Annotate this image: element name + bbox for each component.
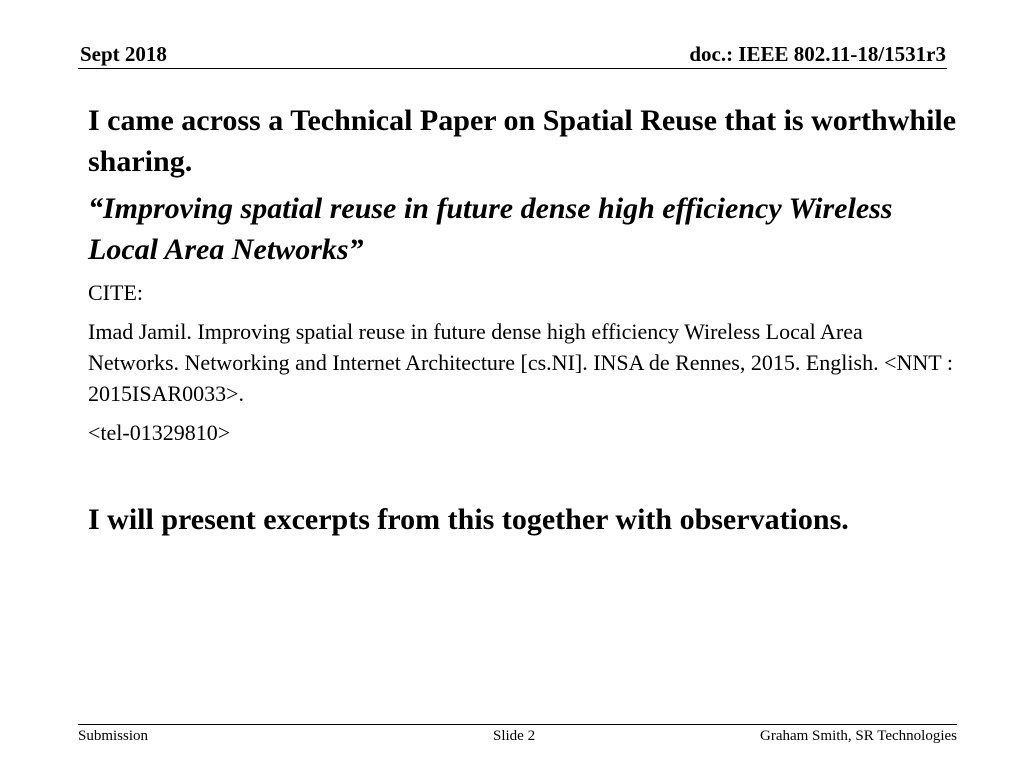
header-date: Sept 2018 <box>80 42 167 66</box>
paragraph-spacer <box>88 456 958 499</box>
header-divider <box>78 68 947 69</box>
footer-slide-number: Slide 2 <box>493 728 536 744</box>
tel-identifier: <tel-01329810> <box>88 420 231 445</box>
footer-author: Graham Smith, SR Technologies <box>760 728 957 744</box>
cite-label: CITE: <box>88 280 143 305</box>
slide-content <box>88 100 958 546</box>
closing-text: I will present excerpts from this together with observations. <box>88 503 849 536</box>
footer-divider <box>78 724 957 725</box>
footer-submission: Submission <box>78 728 149 744</box>
citation-text: Imad Jamil. Improving spatial reuse in future dense high efficiency Wireless Local Area Networks. Networking and Internet Architecture [cs.NI]. INSA de Rennes, 2015. English. <NNT : 2015ISAR0033>. <box>88 319 953 406</box>
intro-text: I came across a Technical Paper on Spatial Reuse that is worthwhile sharing. <box>88 104 957 178</box>
paper-title: “Improving spatial reuse in future dense high efficiency Wireless Local Area Networks” <box>88 192 893 266</box>
header-doc-id: doc.: IEEE 802.11-18/1531r3 <box>689 42 946 66</box>
